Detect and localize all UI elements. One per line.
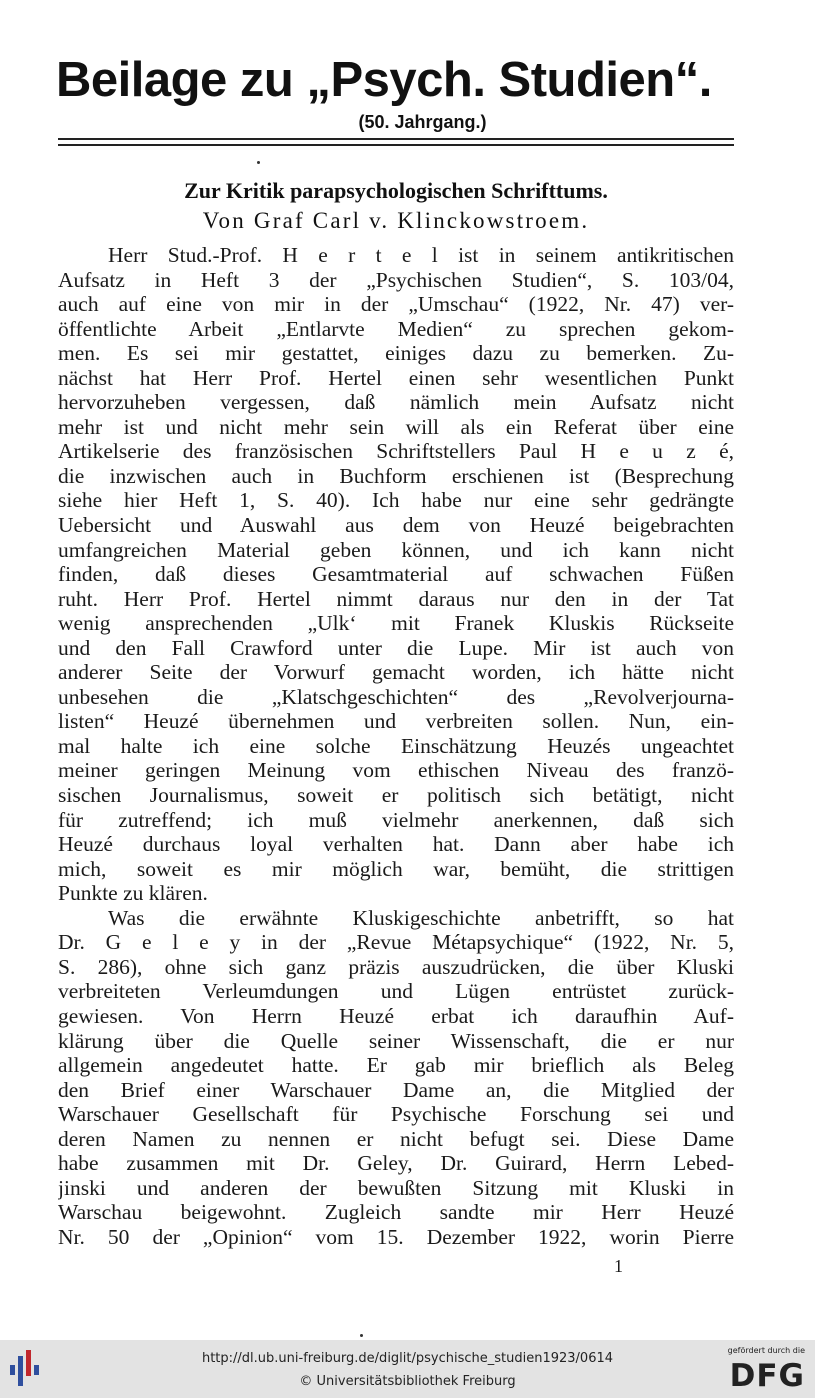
body-line: sischen Journalismus, soweit er politisch sich betätigt, nicht — [58, 783, 734, 808]
body-line: ruht. Herr Prof. Hertel nimmt daraus nur den in der Tat — [58, 586, 734, 611]
body-line: Nr. 50 der „Opinion“ vom 15. Dezember 1922, worin Pierre — [58, 1224, 734, 1249]
body-line: umfangreichen Material geben können, und ich kann nicht — [58, 537, 734, 562]
print-speck — [360, 1334, 363, 1337]
dfg-logo-icon: DFG — [729, 1358, 805, 1394]
body-line: listen“ Heuzé übernehmen und verbreiten sollen. Nun, ein- — [58, 709, 734, 734]
body-line: Herr Stud.-Prof. H e r t e l ist in seinem antikritischen — [108, 243, 734, 267]
print-speck — [257, 161, 260, 164]
body-line: habe zusammen mit Dr. Geley, Dr. Guirard, Herrn Lebed- — [58, 1151, 734, 1176]
body-line: Was die erwähnte Kluskigeschichte anbetrifft, so hat — [108, 905, 734, 930]
body-line: Aufsatz in Heft 3 der „Psychischen Studien“, S. 103/04, — [58, 267, 734, 292]
journal-masthead: Beilage zu „Psych. Studien“. — [56, 53, 712, 107]
dfg-caption: gefördert durch die — [727, 1346, 805, 1355]
body-line: gewiesen. Von Herrn Heuzé erbat ich daraufhin Auf- — [58, 1003, 734, 1028]
viewer-footer — [0, 1340, 815, 1398]
page-number: 1 — [614, 1256, 623, 1276]
body-line: öffentlichte Arbeit „Entlarvte Medien“ zu sprechen gekom- — [58, 316, 734, 341]
body-line: allgemein angedeutet hatte. Er gab mir brieflich als Beleg — [58, 1053, 734, 1078]
body-line: unbesehen die „Klatschgeschichten“ des „Revolverjourna- — [58, 684, 734, 709]
document-url-link[interactable]: http://dl.ub.uni-freiburg.de/diglit/psychische_studien1923/0614 — [201, 1351, 614, 1366]
volume-label: (50. Jahrgang.) — [358, 112, 487, 132]
body-line: Heuzé durchaus loyal verhalten hat. Dann aber habe ich — [58, 832, 734, 857]
body-line: Warschau beigewohnt. Zugleich sandte mir Herr Heuzé — [58, 1200, 734, 1225]
body-line: mich, soweit es mir möglich war, bemüht, die strittigen — [58, 856, 734, 881]
body-line: Warschauer Gesellschaft für Psychische Forschung sei und — [58, 1102, 734, 1127]
copyright-notice: © Universitätsbibliothek Freiburg — [299, 1374, 516, 1389]
dfg-funding-badge — [721, 1346, 805, 1394]
body-line: meiner geringen Meinung vom ethischen Niveau des franzö- — [58, 758, 734, 783]
body-line: Uebersicht und Auswahl aus dem von Heuzé beigebrachten — [58, 513, 734, 538]
body-line: verbreiteten Verleumdungen und Lügen entrüstet zurück- — [58, 979, 734, 1004]
body-line: die inzwischen auch in Buchform erschienen ist (Besprechung — [58, 463, 734, 488]
header-rule-bottom — [58, 144, 734, 146]
body-line: anderer Seite der Vorwurf gemacht worden, ich hätte nicht — [58, 660, 734, 685]
body-line: für zutreffend; ich muß vielmehr anerkennen, daß sich — [58, 807, 734, 832]
body-line: Punkte zu klären. — [58, 881, 208, 906]
body-line: hervorzuheben vergessen, daß nämlich mein Aufsatz nicht — [58, 390, 734, 415]
body-line: deren Namen zu nennen er nicht befugt sei. Diese Dame — [58, 1126, 734, 1151]
body-line: S. 286), ohne sich ganz präzis auszudrücken, die über Kluski — [58, 954, 734, 979]
body-line: jinski und anderen der bewußten Sitzung mit Kluski in — [58, 1175, 734, 1200]
body-line: klärung über die Quelle seiner Wissenschaft, die er nur — [58, 1028, 734, 1053]
body-line: mehr ist und nicht mehr sein will als ein Referat über eine — [58, 414, 734, 439]
body-line: men. Es sei mir gestattet, einiges dazu zu bemerken. Zu- — [58, 341, 734, 366]
body-line: Artikelserie des französischen Schriftstellers Paul H e u z é, — [58, 439, 734, 464]
article-byline: Von Graf Carl v. Klinckowstroem. — [202, 208, 590, 233]
article-body — [58, 243, 734, 1249]
body-line: mal halte ich eine solche Einschätzung Heuzés ungeachtet — [58, 733, 734, 758]
body-line: siehe hier Heft 1, S. 40). Ich habe nur eine sehr gedrängte — [58, 488, 734, 513]
body-line: nächst hat Herr Prof. Hertel einen sehr wesentlichen Punkt — [58, 365, 734, 390]
body-line: und den Fall Crawford unter die Lupe. Mir ist auch von — [58, 635, 734, 660]
body-line: den Brief einer Warschauer Dame an, die Mitglied der — [58, 1077, 734, 1102]
header-rule-top — [58, 138, 734, 140]
article-title: Zur Kritik parapsychologischen Schrifttums. — [184, 178, 608, 203]
body-line: finden, daß dieses Gesamtmaterial auf schwachen Füßen — [58, 562, 734, 587]
body-line: wenig ansprechenden „Ulk‘ mit Franek Kluskis Rückseite — [58, 611, 734, 636]
body-line: auch auf eine von mir in der „Umschau“ (1922, Nr. 47) ver- — [58, 292, 734, 317]
body-line: Dr. G e l e y in der „Revue Métapsychique“ (1922, Nr. 5, — [58, 930, 734, 955]
